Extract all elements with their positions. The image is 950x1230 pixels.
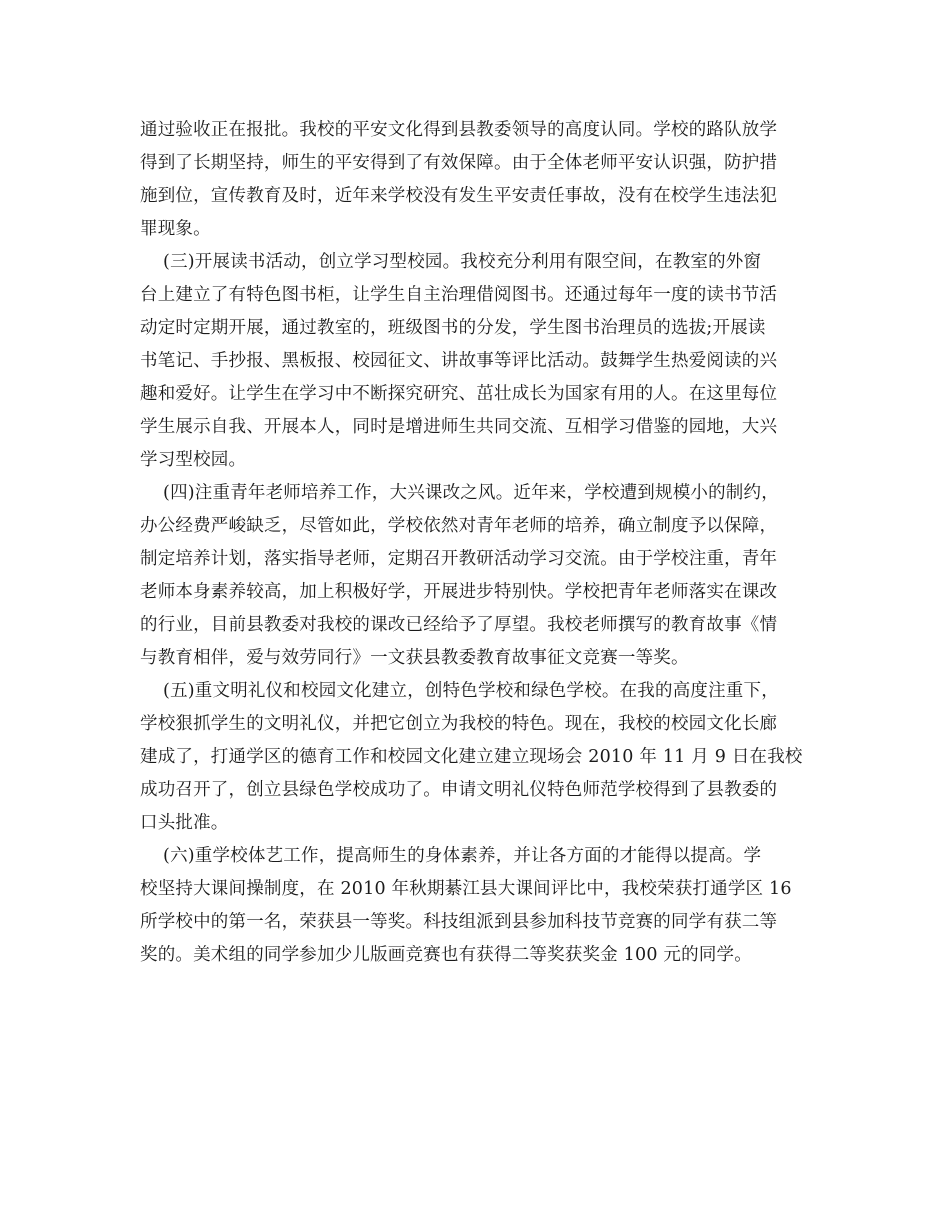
text-line: 的行业，目前县教委对我校的课改已经给予了厚望。我校老师撰写的教育故事《情: [140, 615, 778, 635]
text-line: 口头批准。: [140, 813, 229, 833]
text-line: 得到了长期坚持，师生的平安得到了有效保障。由于全体老师平安认识强，防护措: [140, 153, 778, 173]
text-line: 台上建立了有特色图书柜，让学生自主治理借阅图书。还通过每年一度的读书节活: [140, 285, 778, 305]
text-line: 施到位，宣传教育及时，近年来学校没有发生平安责任事故，没有在校学生违法犯: [140, 186, 778, 206]
text-line: 学生展示自我、开展本人，同时是增进师生共同交流、互相学习借鉴的园地，大兴: [140, 417, 778, 437]
text-line: 奖的。美术组的同学参加少儿版画竞赛也有获得二等奖获奖金 100 元的同学。: [140, 945, 752, 965]
text-line: 老师本身素养较高，加上积极好学，开展进步特别快。学校把青年老师落实在课改: [140, 582, 778, 602]
text-line: 趣和爱好。让学生在学习中不断探究研究、茁壮成长为国家有用的人。在这里每位: [140, 384, 778, 404]
text-line: (四)注重青年老师培养工作，大兴课改之风。近年来，学校遭到规模小的制约，: [140, 483, 779, 503]
text-line: 所学校中的第一名，荣获县一等奖。科技组派到县参加科技节竞赛的同学有获二等: [140, 912, 778, 932]
text-line: 罪现象。: [140, 219, 211, 239]
text-line: (六)重学校体艺工作，提高师生的身体素养，并让各方面的才能得以提高。学: [140, 846, 762, 866]
text-line: 通过验收正在报批。我校的平安文化得到县教委领导的高度认同。学校的路队放学: [140, 120, 778, 140]
text-line: 动定时定期开展，通过教室的，班级图书的分发，学生图书治理员的选拔;开展读: [140, 318, 766, 338]
text-line: (五)重文明礼仪和校园文化建立，创特色学校和绿色学校。在我的高度注重下，: [140, 681, 779, 701]
text-line: 办公经费严峻缺乏，尽管如此，学校依然对青年老师的培养，确立制度予以保障，: [140, 516, 778, 536]
text-line: 与教育相伴，爱与效劳同行》一文获县教委教育故事征文竞赛一等奖。: [140, 648, 689, 668]
text-line: 成功召开了，创立县绿色学校成功了。申请文明礼仪特色师范学校得到了县教委的: [140, 780, 778, 800]
document-body: [140, 114, 812, 972]
text-line: 建成了，打通学区的德育工作和校园文化建立建立现场会 2010 年 11 月 9 日在我校: [140, 747, 803, 767]
text-line: 校坚持大课间操制度，在 2010 年秋期綦江县大课间评比中，我校荣获打通学区 16: [140, 879, 792, 899]
text-line: 书笔记、手抄报、黑板报、校园征文、讲故事等评比活动。鼓舞学生热爱阅读的兴: [140, 351, 778, 371]
text-line: 学习型校园。: [140, 450, 247, 470]
text-line: 学校狠抓学生的文明礼仪，并把它创立为我校的特色。现在，我校的校园文化长廊: [140, 714, 778, 734]
text-line: 制定培养计划，落实指导老师，定期召开教研活动学习交流。由于学校注重，青年: [140, 549, 778, 569]
text-line: (三)开展读书活动，创立学习型校园。我校充分利用有限空间，在教室的外窗: [140, 252, 762, 272]
